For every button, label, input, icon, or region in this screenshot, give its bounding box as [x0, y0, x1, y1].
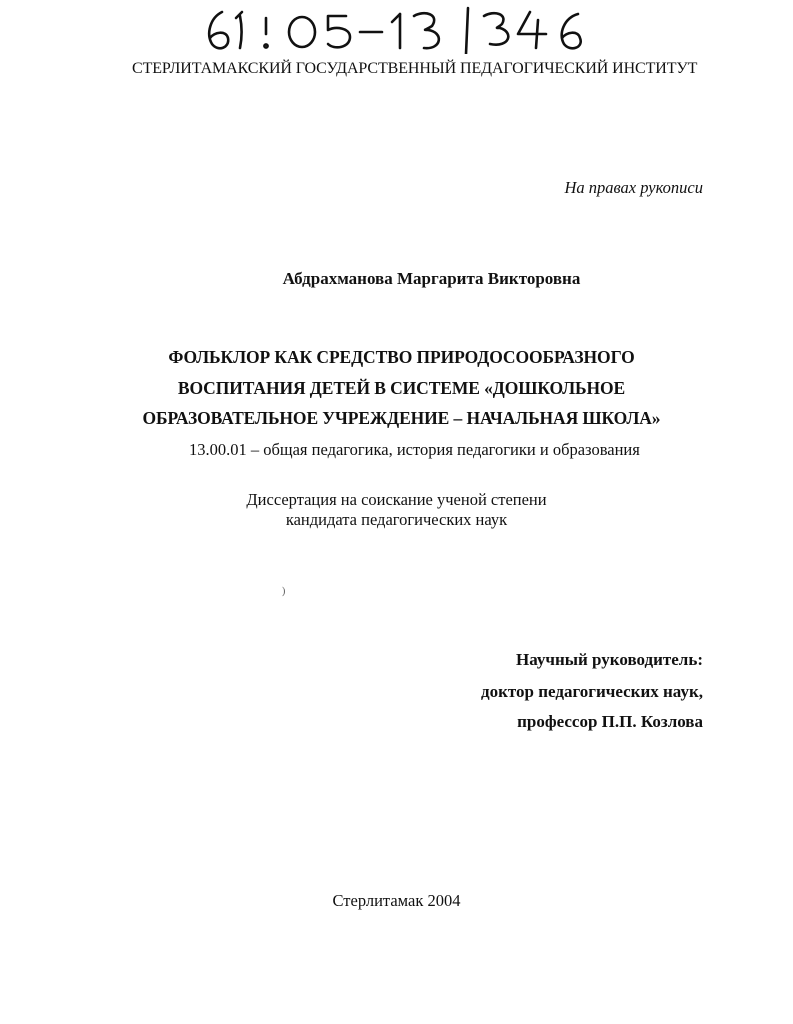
rights-note: На правах рукописи: [564, 178, 703, 197]
thesis-title-line-2: ВОСПИТАНИЯ ДЕТЕЙ В СИСТЕМЕ «ДОШКОЛЬНОЕ: [177, 378, 626, 398]
thesis-title-line-3: ОБРАЗОВАТЕЛЬНОЕ УЧРЕЖДЕНИЕ – НАЧАЛЬНАЯ ШКОЛА»: [142, 408, 661, 428]
specialty-code: 13.00.01 – общая педагогика, история педагогики и образования: [189, 440, 640, 459]
stray-mark: ): [282, 586, 286, 597]
institute-name: СТЕРЛИТАМАКСКИЙ ГОСУДАРСТВЕННЫЙ ПЕДАГОГИЧЕСКИЙ ИНСТИТУТ: [132, 60, 698, 77]
dissertation-line-1: Диссертация на соискание ученой степени: [246, 490, 547, 509]
supervisor-heading: Научный руководитель:: [516, 650, 703, 669]
supervisor-name: профессор П.П. Козлова: [517, 712, 703, 731]
supervisor-degree: доктор педагогических наук,: [481, 682, 703, 701]
handwritten-archive-number: [200, 4, 600, 54]
city-year: Стерлитамак 2004: [332, 891, 461, 910]
author-name: Абдрахманова Маргарита Викторовна: [282, 269, 581, 288]
dissertation-line-2: кандидата педагогических наук: [285, 510, 508, 529]
handwritten-archive-number-drawing: [200, 4, 600, 54]
thesis-title-line-1: ФОЛЬКЛОР КАК СРЕДСТВО ПРИРОДОСООБРАЗНОГО: [168, 347, 635, 367]
